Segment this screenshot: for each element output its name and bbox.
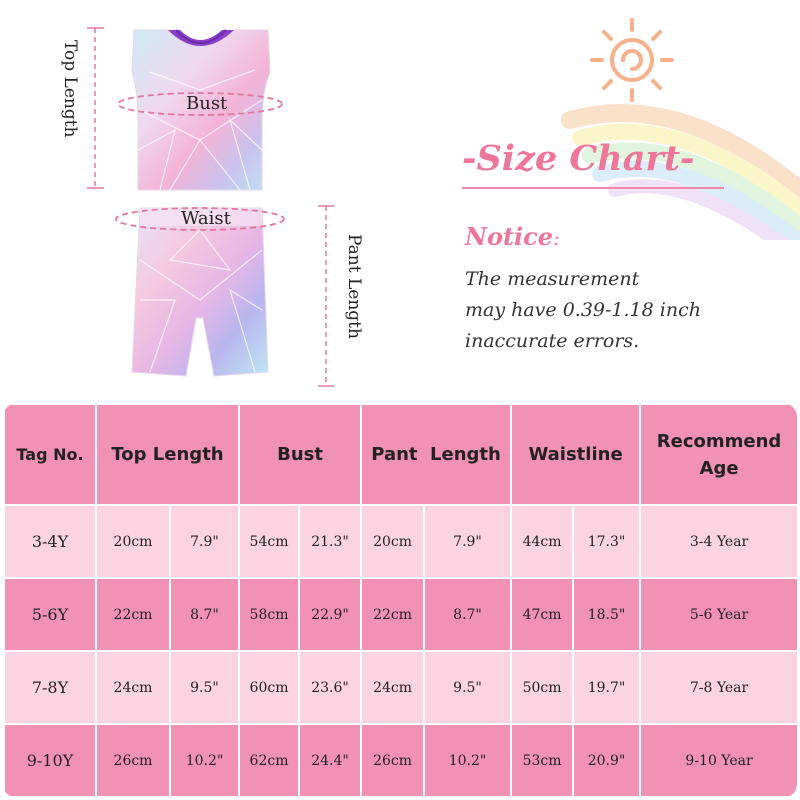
cell-tag: 7-8Y [4,651,96,724]
cell-pant-in: 8.7" [424,578,511,651]
garment-illustration [0,0,430,400]
notice-colon: : [553,226,560,250]
sun-icon [592,20,672,100]
cell-top-in: 8.7" [170,578,239,651]
cell-bust-in: 22.9" [299,578,361,651]
cell-top-in: 10.2" [170,724,239,797]
table-header-row [4,404,797,505]
cell-tag: 9-10Y [4,724,96,797]
cell-pant-in: 9.5" [424,651,511,724]
notice-line-2: may have 0.39-1.18 inch [465,299,701,321]
cell-pant-in: 10.2" [424,724,511,797]
decoration-svg [560,0,800,240]
table-row [4,505,797,578]
shorts-image [132,208,268,376]
pant-length-guide [318,206,334,386]
cell-bust-in: 24.4" [299,724,361,797]
waist-label: Waist [181,208,231,229]
notice-heading [465,222,560,251]
cell-age: 3-4 Year [640,505,797,578]
table-row [4,724,797,797]
size-chart-title: -Size Chart- [462,138,695,179]
cell-pant-cm: 24cm [361,651,424,724]
cell-bust-cm: 58cm [239,578,299,651]
title-underline [462,187,724,189]
cell-waist-in: 20.9" [573,724,640,797]
cell-tag: 5-6Y [4,578,96,651]
cell-top-cm: 22cm [96,578,170,651]
table-row [4,578,797,651]
cell-top-in: 7.9" [170,505,239,578]
cell-pant-cm: 22cm [361,578,424,651]
header-waistline: Waistline [511,404,640,505]
header-pant-length: Pant Length [361,404,511,505]
notice-line-3: inaccurate errors. [465,330,640,352]
size-table [3,403,797,798]
cell-waist-cm: 47cm [511,578,573,651]
cell-bust-in: 21.3" [299,505,361,578]
cell-top-in: 9.5" [170,651,239,724]
bust-label: Bust [186,93,228,114]
header-bust: Bust [239,404,361,505]
cell-bust-in: 23.6" [299,651,361,724]
notice-title: Notice [465,222,554,251]
cell-bust-cm: 54cm [239,505,299,578]
cell-age: 5-6 Year [640,578,797,651]
table-row [4,651,797,724]
cell-bust-cm: 62cm [239,724,299,797]
cell-top-cm: 20cm [96,505,170,578]
header-tag-no: Tag No. [4,404,96,505]
cell-pant-in: 7.9" [424,505,511,578]
cell-age: 7-8 Year [640,651,797,724]
cell-top-cm: 26cm [96,724,170,797]
header-top-length: Top Length [96,404,239,505]
cell-waist-in: 18.5" [573,578,640,651]
pant-length-label: Pant Length [344,234,364,339]
size-table-container [3,403,797,798]
cell-waist-in: 17.3" [573,505,640,578]
cell-age: 9-10 Year [640,724,797,797]
cell-waist-cm: 44cm [511,505,573,578]
cell-tag: 3-4Y [4,505,96,578]
header-recommend-age: Recommend Age [640,404,797,505]
cell-top-cm: 24cm [96,651,170,724]
top-length-label: Top Length [60,40,80,138]
cell-waist-in: 19.7" [573,651,640,724]
cell-pant-cm: 26cm [361,724,424,797]
cell-waist-cm: 53cm [511,724,573,797]
cell-bust-cm: 60cm [239,651,299,724]
notice-line-1: The measurement [465,268,640,290]
top-length-guide [87,28,104,188]
cell-waist-cm: 50cm [511,651,573,724]
cell-pant-cm: 20cm [361,505,424,578]
